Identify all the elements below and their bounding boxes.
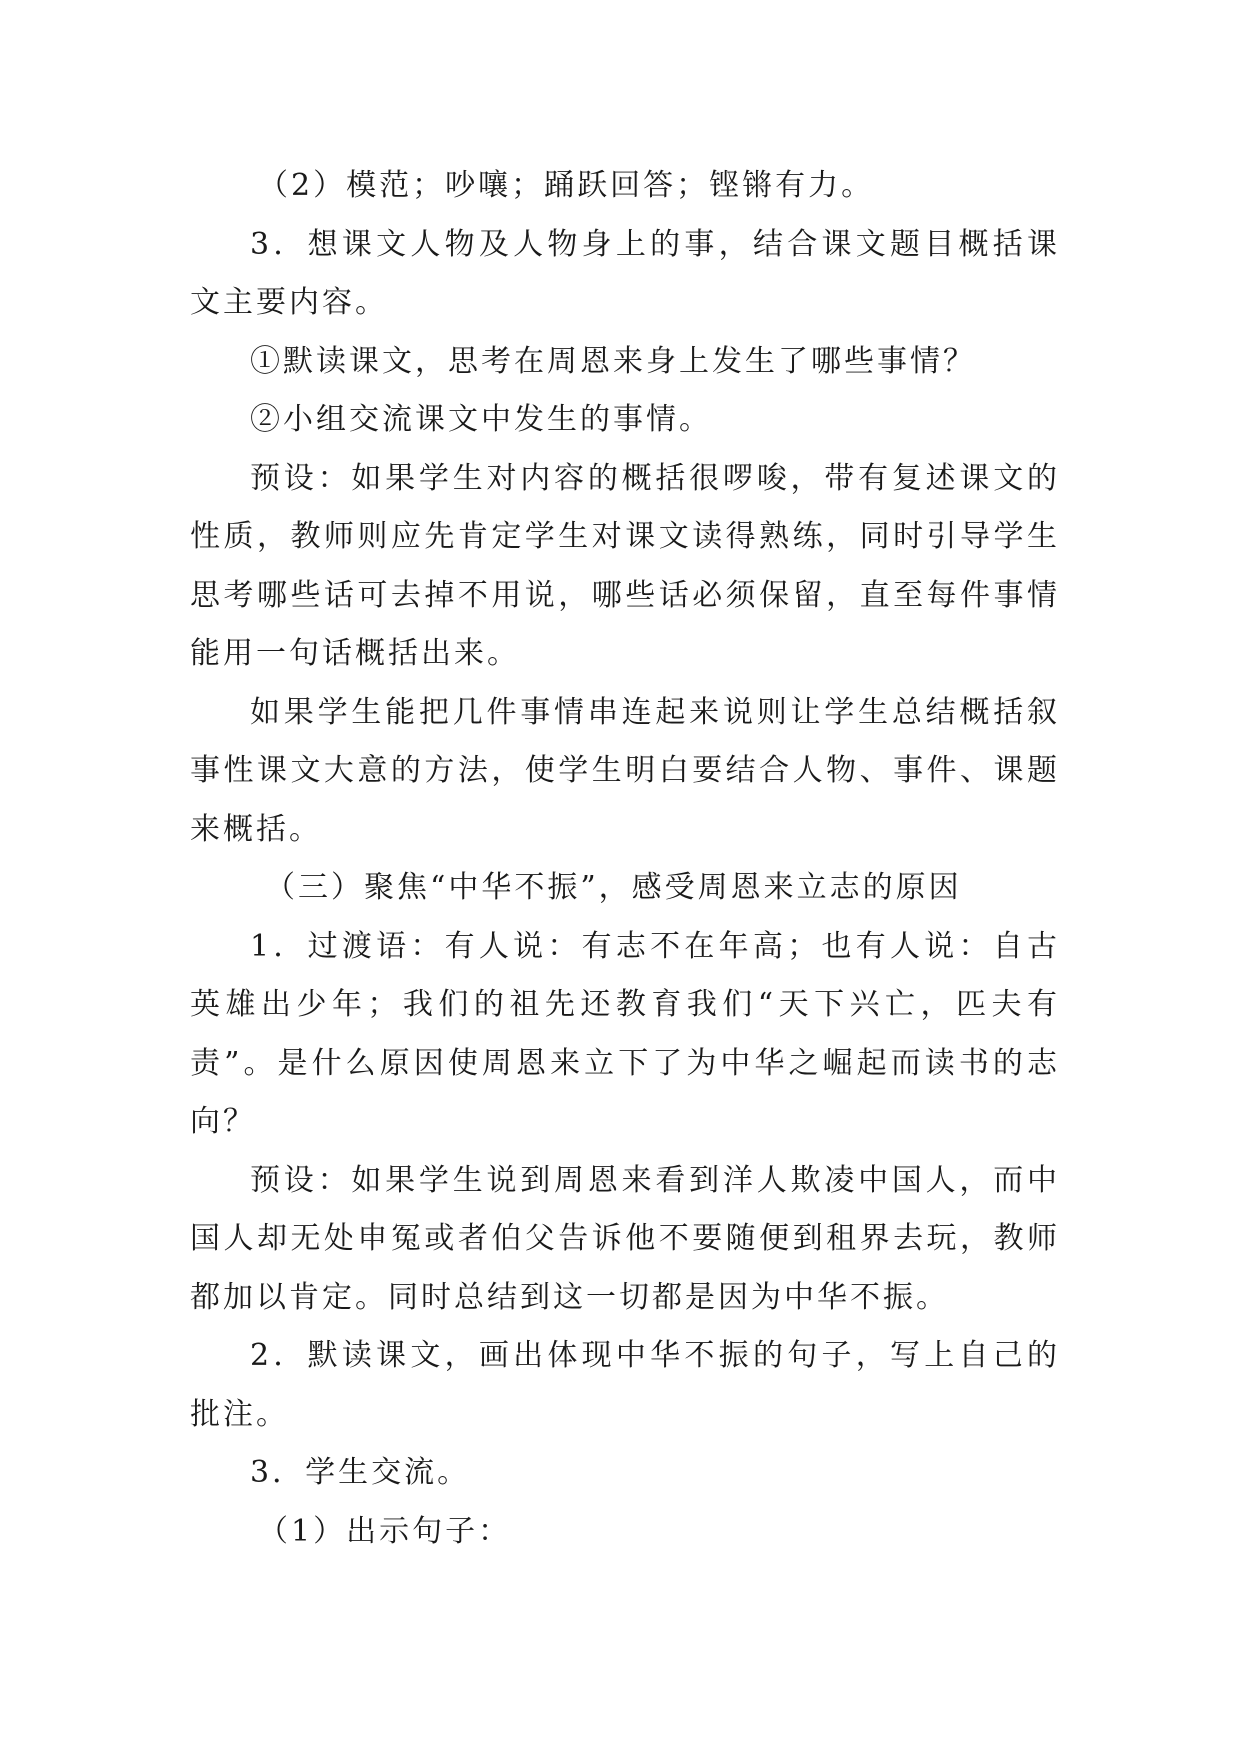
paragraph-answer-2: （2）模范；吵嚷；踊跃回答；铿锵有力。 — [258, 168, 875, 203]
paragraph-transition: 1．过渡语：有人说：有志不在年高；也有人说：自古英雄出少年；我们的祖先还教育我们“天下兴亡，匹夫有责”。是什么原因使周恩来立下了为中华之崛起而读书的志向？ — [190, 928, 1060, 1139]
section-heading-3: （三）聚焦“中华不振”，感受周恩来立志的原因 — [265, 870, 962, 905]
paragraph-step-2: 2．默读课文，画出体现中华不振的句子，写上自己的批注。 — [190, 1338, 1060, 1432]
paragraph-preset-2: 预设：如果学生说到周恩来看到洋人欺凌中国人，而中国人却无处申冤或者伯父告诉他不要随便到租界去玩，教师都加以肯定。同时总结到这一切都是因为中华不振。 — [190, 1162, 1060, 1315]
paragraph-step-3b: 3．学生交流。 — [250, 1455, 471, 1490]
paragraph-method: 如果学生能把几件事情串连起来说则让学生总结概括叙事性课文大意的方法，使学生明白要结合人物、事件、课题来概括。 — [190, 694, 1060, 847]
document-body — [190, 157, 1060, 1561]
paragraph-step-3: 3．想课文人物及人物身上的事，结合课文题目概括课文主要内容。 — [190, 226, 1060, 320]
paragraph-task-1: ①默读课文，思考在周恩来身上发生了哪些事情？ — [250, 343, 976, 379]
paragraph-show-sentence: （1）出示句子： — [258, 1513, 512, 1549]
paragraph-preset-1: 预设：如果学生对内容的概括很啰唆，带有复述课文的性质，教师则应先肯定学生对课文读得熟练，同时引导学生思考哪些话可去掉不用说，哪些话必须保留，直至每件事情能用一句话概括出来。 — [190, 460, 1060, 671]
paragraph-task-2: ②小组交流课文中发生的事情。 — [250, 402, 712, 437]
